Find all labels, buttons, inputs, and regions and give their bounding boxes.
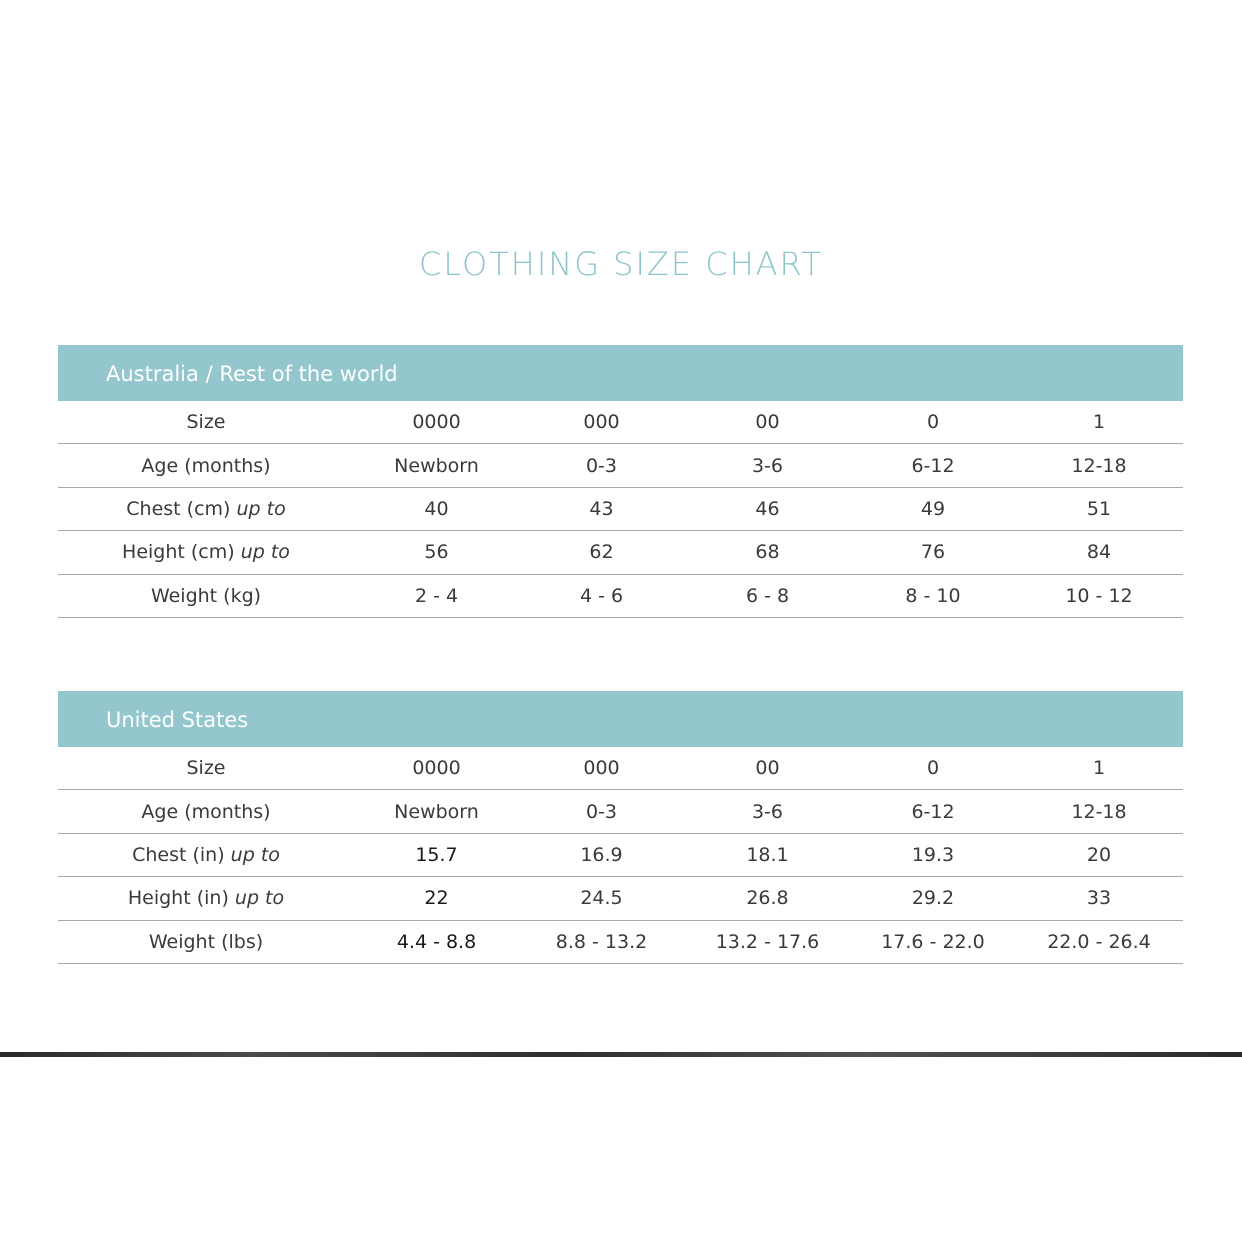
- table-cell: 22.0 - 26.4: [1047, 930, 1151, 953]
- row-label: Size: [186, 411, 226, 434]
- table-cell: 17.6 - 22.0: [881, 930, 985, 953]
- table-row-size: [58, 401, 1183, 444]
- row-label: Age (months): [141, 454, 271, 477]
- table-cell: Newborn: [394, 454, 479, 477]
- table-cell: 33: [1086, 887, 1112, 910]
- row-label: Height (cm) up to: [122, 541, 290, 564]
- row-label: Age (months): [141, 800, 271, 823]
- table-cell: 19.3: [911, 843, 955, 866]
- table-cell: 68: [755, 541, 780, 564]
- table-cell: 51: [1086, 497, 1112, 520]
- row-label: Chest (in) up to: [132, 843, 280, 866]
- table-heading: United States: [58, 691, 1183, 747]
- table-cell: 15.7: [415, 843, 458, 866]
- table-row-weight: [58, 921, 1183, 964]
- table-row-age: [58, 444, 1183, 487]
- table-cell: Newborn: [394, 800, 479, 823]
- table-row-height: [58, 531, 1183, 574]
- table-cell: 16.9: [580, 843, 623, 866]
- table-cell: 20: [1086, 843, 1112, 866]
- table-cell: 10 - 12: [1065, 584, 1133, 607]
- table-row-size: [58, 747, 1183, 790]
- table-cell: 26.8: [746, 887, 789, 910]
- size-table-australia: [58, 345, 1183, 618]
- table-cell: 56: [424, 541, 449, 564]
- table-row-age: [58, 790, 1183, 833]
- table-cell: 0-3: [585, 800, 618, 823]
- table-cell: 000: [583, 411, 620, 434]
- table-row-height: [58, 877, 1183, 920]
- row-label: Chest (cm) up to: [126, 497, 286, 520]
- table-cell: 18.1: [746, 843, 789, 866]
- table-cell: 4 - 6: [579, 584, 624, 607]
- table-cell: 1: [1092, 757, 1106, 780]
- table-cell: 8 - 10: [905, 584, 961, 607]
- table-cell: 12-18: [1071, 454, 1127, 477]
- size-table-united-states: [58, 691, 1183, 964]
- page-title: CLOTHING SIZE CHART: [419, 245, 823, 283]
- table-cell: 6-12: [911, 800, 955, 823]
- table-cell: 0: [926, 757, 940, 780]
- table-cell: 13.2 - 17.6: [715, 930, 820, 953]
- row-label: Weight (kg): [150, 584, 262, 607]
- table-cell: 46: [755, 497, 780, 520]
- table-row-weight: [58, 575, 1183, 618]
- table-cell: 000: [583, 757, 620, 780]
- table-cell: 62: [589, 541, 614, 564]
- table-cell: 3-6: [751, 800, 784, 823]
- table-cell: 76: [920, 541, 946, 564]
- row-label: Size: [186, 757, 226, 780]
- table-cell: 12-18: [1071, 800, 1127, 823]
- table-cell: 1: [1092, 411, 1106, 434]
- table-cell: 40: [424, 497, 449, 520]
- table-row-chest: [58, 488, 1183, 531]
- table-cell: 3-6: [751, 454, 784, 477]
- table-cell: 00: [755, 757, 780, 780]
- row-label: Weight (lbs): [148, 930, 264, 953]
- table-cell: 6-12: [911, 454, 955, 477]
- table-heading: Australia / Rest of the world: [58, 345, 1183, 401]
- bottom-divider: [0, 1052, 1242, 1057]
- table-cell: 00: [755, 411, 780, 434]
- table-cell: 0: [926, 411, 940, 434]
- table-cell: 2 - 4: [414, 584, 459, 607]
- table-cell: 6 - 8: [745, 584, 790, 607]
- table-cell: 8.8 - 13.2: [555, 930, 648, 953]
- table-cell: 22: [424, 887, 449, 910]
- table-cell: 24.5: [580, 887, 623, 910]
- table-cell: 0-3: [585, 454, 618, 477]
- row-label: Height (in) up to: [127, 887, 285, 910]
- table-cell: 0000: [412, 411, 461, 434]
- table-cell: 29.2: [911, 887, 955, 910]
- table-cell: 0000: [412, 757, 461, 780]
- table-cell: 4.4 - 8.8: [396, 930, 477, 953]
- table-cell: 43: [589, 497, 614, 520]
- table-cell: 84: [1086, 541, 1112, 564]
- table-row-chest: [58, 834, 1183, 877]
- table-cell: 49: [920, 497, 946, 520]
